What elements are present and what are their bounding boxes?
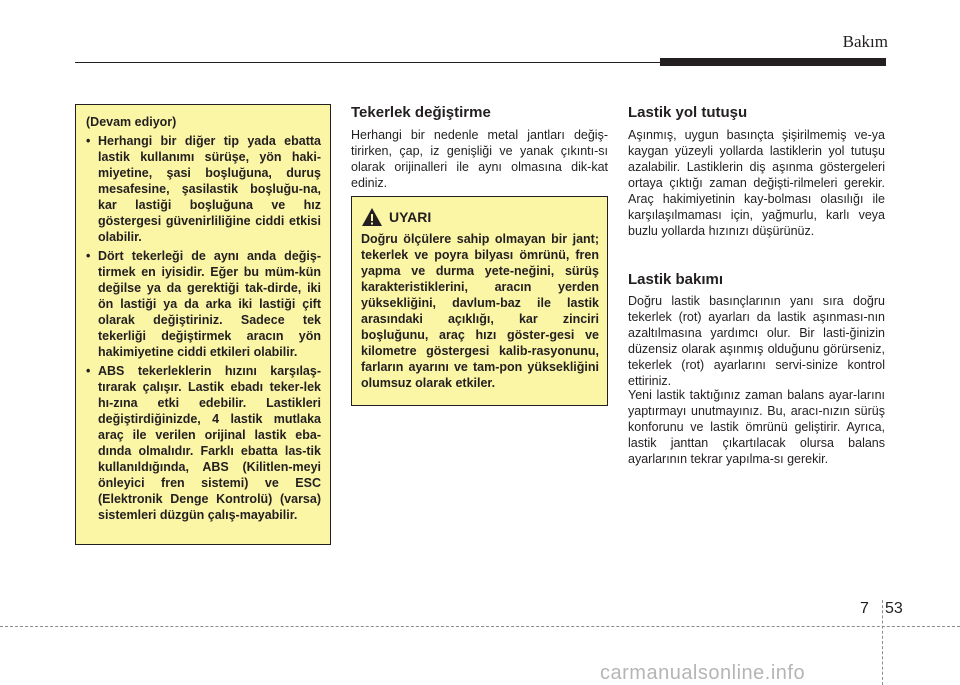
traction-text: Aşınmış, uygun basınçta şişirilmemiş ve-ya kaygan yüzeyli yollarda lastiklerin yol tutuşu azalabilir. Lastiklerin diş aşınma göstergeleri ortaya çıktığı zaman değişti-rilmeleri gerekir. Araç hakimiyetinin kay-bolması olasılığı ile karşılaşılmaması için, yağmurlu, karlı veya buzlu yollarda hızınızı düşürünüz. bbox=[628, 128, 885, 238]
watermark: carmanualsonline.info bbox=[600, 662, 806, 684]
bullet-text: Dört tekerleği de aynı anda değiş-tirmek en iyisidir. Eğer bu müm-kün değilse ya da gerektiği tak-dirde, iki ön lastiği ya da arka iki lastiği çift olarak değiştiriniz. Sadece tek tekerliği değiştirmek aracın yön hakimiyetine ciddi etkileri olabilir. bbox=[98, 249, 321, 359]
continued-label: (Devam ediyor) bbox=[86, 115, 177, 129]
warning-triangle-icon bbox=[361, 207, 383, 227]
bullet-icon: • bbox=[86, 364, 91, 378]
bullet-text: Herhangi bir diğer tip yada ebatta lastik kullanımı sürüşe, yön haki-miyetine, şasi boşluğuna, duruş mesafesine, şasilastik boşluğu-na, kar lastiği boşluğuna ve hız göstergesi güvenirliliğine ciddi etkisi olabilir. bbox=[98, 134, 321, 244]
tire-care-text-2: Yeni lastik taktığınız zaman balans ayar-larını yaptırmayı unutmayınız. Bu, aracı-nızın sürüş konforunu ve lastik ömrünü geliştirir. Ayrıca, lastik janttan çıkartılacak olursa balans ayarlarının tekrar yapılma-sı gerekir. bbox=[628, 388, 885, 466]
bullet-list bbox=[86, 133, 321, 523]
warning-header bbox=[361, 207, 599, 227]
bullet-item bbox=[86, 363, 321, 523]
section-title: Bakım bbox=[842, 32, 888, 51]
header-rule-accent bbox=[660, 58, 886, 66]
header-rule bbox=[75, 62, 660, 63]
bullet-item bbox=[86, 248, 321, 360]
warning-title: UYARI bbox=[389, 209, 432, 225]
warning-box bbox=[351, 196, 608, 406]
wheel-change-heading: Tekerlek değiştirme bbox=[351, 104, 491, 121]
tire-care-heading: Lastik bakımı bbox=[628, 271, 724, 288]
bullet-icon: • bbox=[86, 249, 91, 263]
wheel-change-text: Herhangi bir nedenle metal jantları değiş-tirirken, çap, iz genişliği ve yanak çıkıntı-sı olarak orijinalleri ile aynı olmasına dik-kat ediniz. bbox=[351, 128, 608, 190]
bullet-text: ABS tekerleklerin hızını karşılaş-tırarak çalışır. Lastik ebadı teker-lek hı-zına etki edebilir. Lastikleri değiştirdiğinizde, 4 lastik mutlaka araç ile verilen orijinal lastik eba-dında olmalıdır. Farklı ebatta las-tik kullanıldığında, ABS (Kilitlen-meyi önleyici fren sistemi) ve ESC (Elektronik Denge Kontrolü) (varsa) sistemleri düzgün çalış-mayabilir. bbox=[98, 364, 321, 522]
warning-text: Doğru ölçülere sahip olmayan bir jant; tekerlek ve poyra bilyası ömrünü, fren yapma ve durma yete-neğini, sürüş karakteristiklerini, aracın yerden yüksekliğini, davlum-baz ile lastik arasındaki açıklığı, kar zinciri boşluğunu, araç hızı göster-gesi ve kilometre göstergesi kalib-rasyonunu, farların ayarını ve tam-pon yüksekliğini olumsuz olarak etkiler. bbox=[361, 232, 599, 390]
chapter-number: 7 bbox=[860, 600, 869, 617]
footer-rule bbox=[0, 626, 960, 627]
bullet-icon: • bbox=[86, 134, 91, 148]
continued-note-box bbox=[75, 104, 331, 545]
page-number: 53 bbox=[885, 600, 903, 617]
bullet-item bbox=[86, 133, 321, 245]
tire-care-text-1: Doğru lastik basınçlarının yanı sıra doğru tekerlek (rot) ayarları da lastik aşınması-nın azaltılmasına yardımcı olur. Bir lasti-ğinizin düzensiz olarak aşınmış olduğunu görürseniz, tekerlek (rot) ayarlarını servi-sinize kontrol ettiriniz. bbox=[628, 294, 885, 388]
traction-heading: Lastik yol tutuşu bbox=[628, 104, 748, 121]
